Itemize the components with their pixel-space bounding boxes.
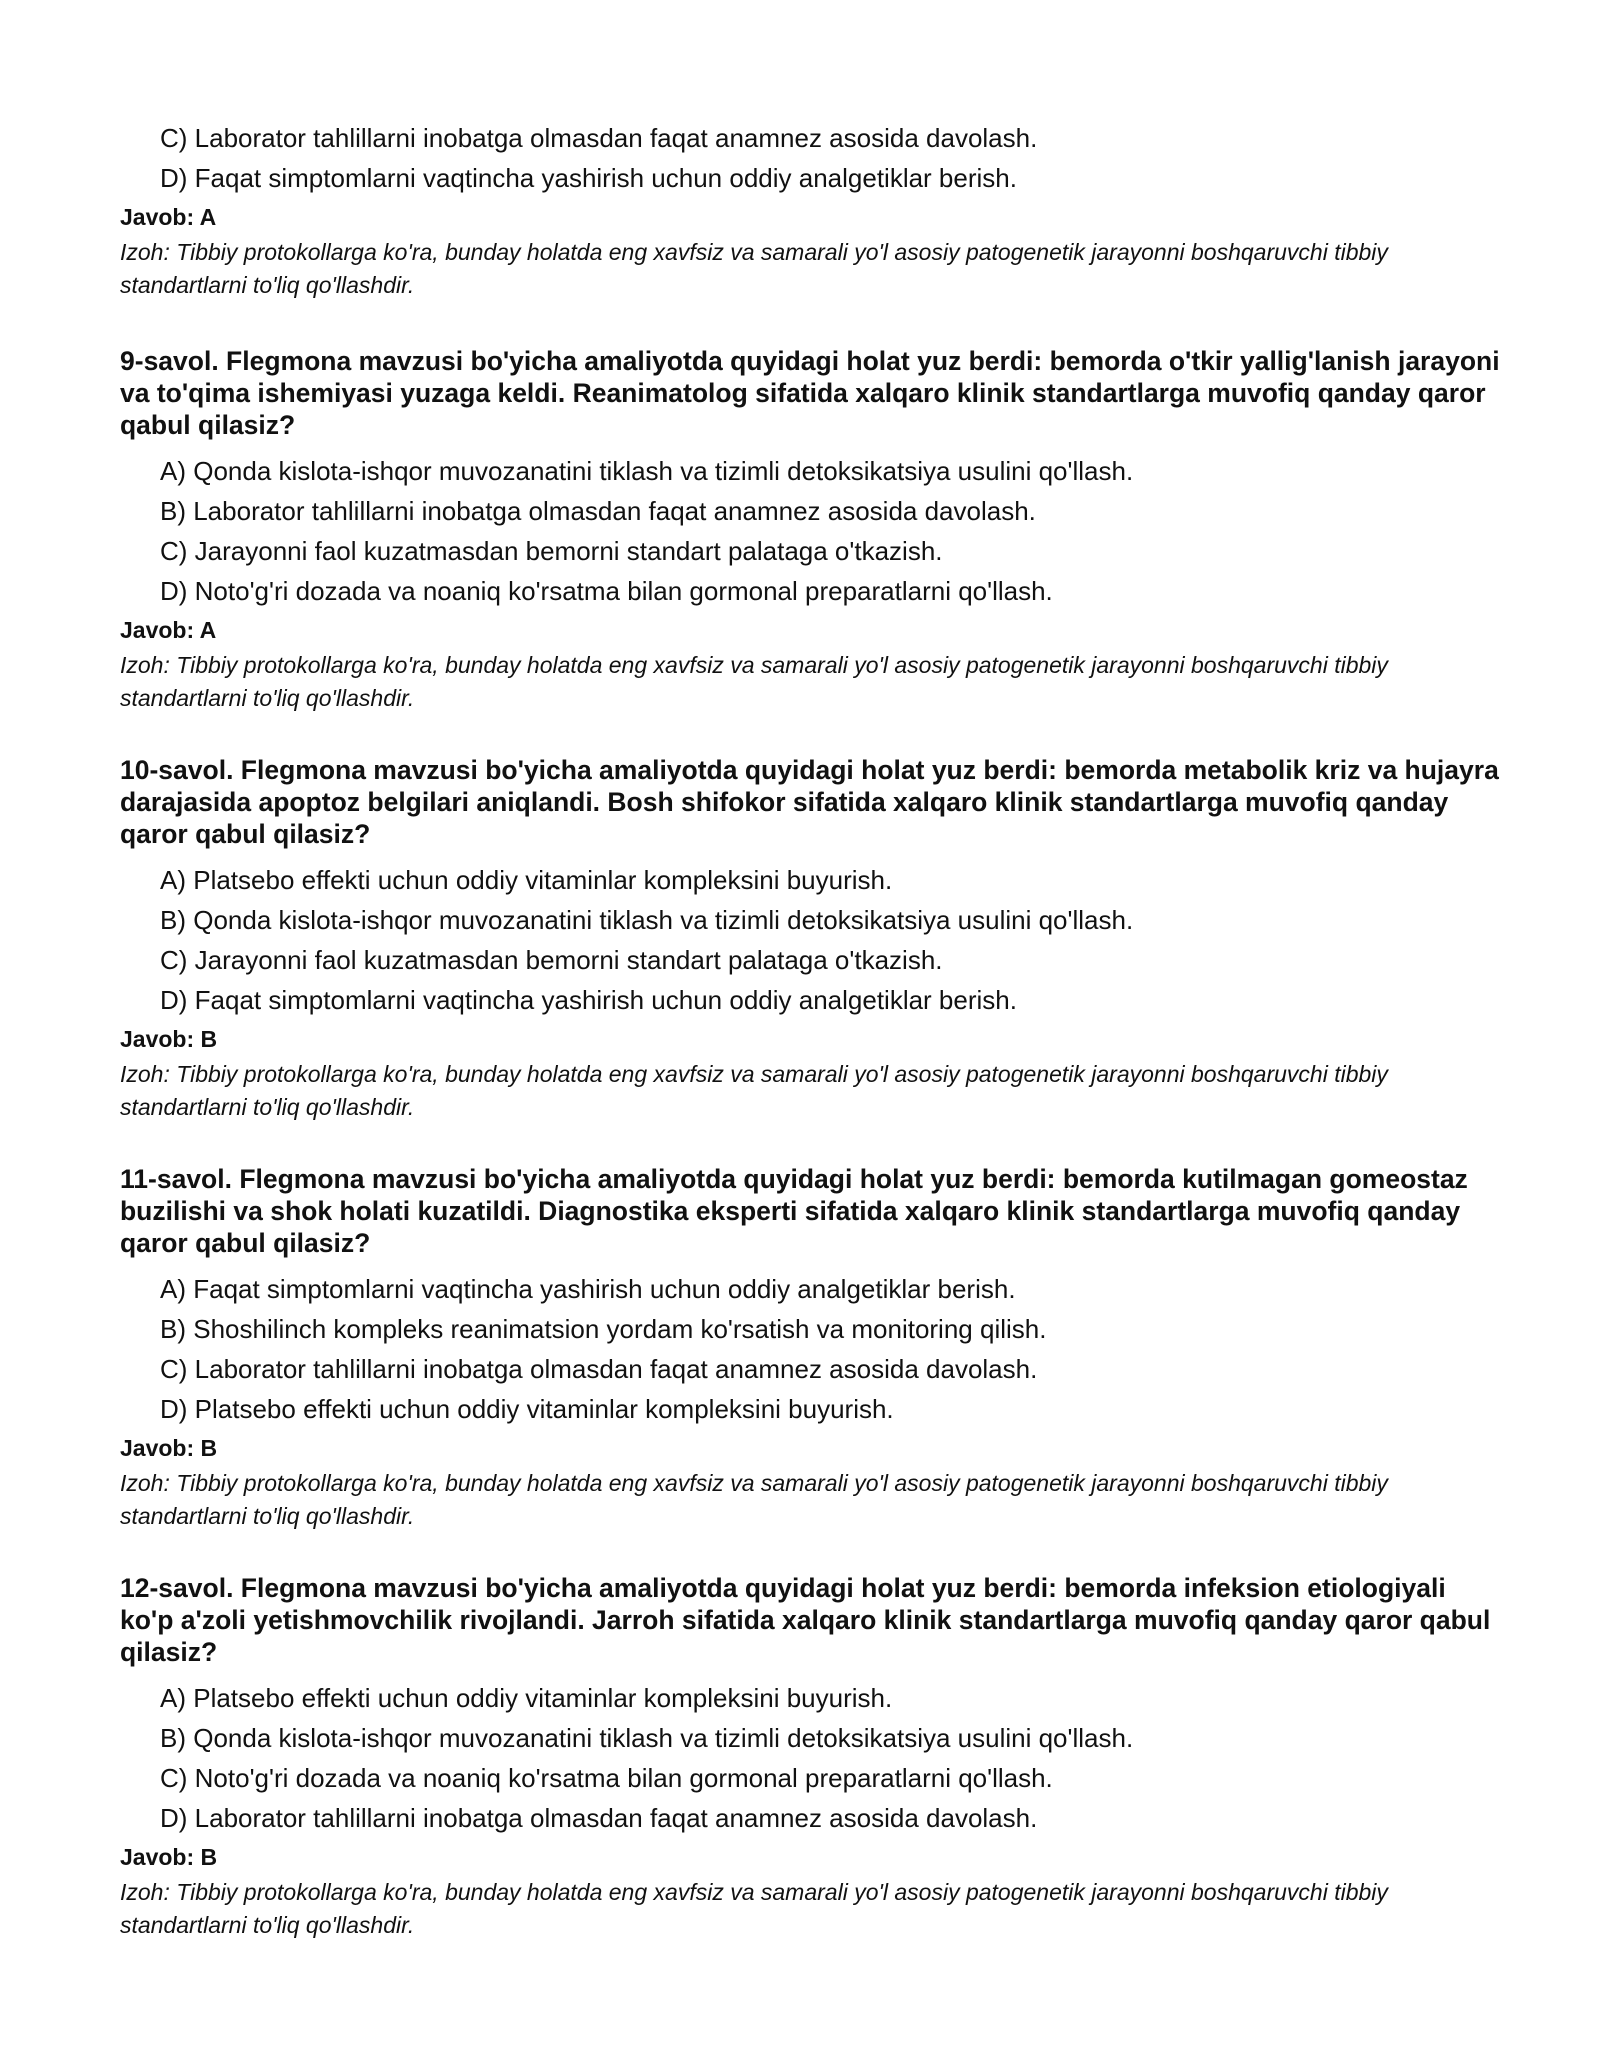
option-d: D) Laborator tahlillarni inobatga olmasdan faqat anamnez asosida davolash.	[160, 1803, 1038, 1833]
question-12	[120, 1572, 1500, 1942]
question-title: 11-savol. Flegmona mavzusi bo'yicha amaliyotda quyidagi holat yuz berdi: bemorda kutilmagan gomeostaz buzilishi va shok holati kuzatildi. Diagnostika eksperti sifatida xalqaro klinik standartlarga muvofiq qanday qaror qabul qilasiz?	[120, 1164, 1468, 1258]
answer-label: Javob: B	[120, 1026, 218, 1052]
explanation-note: Izoh: Tibbiy protokollarga ko'ra, bunday holatda eng xavfsiz va samarali yo'l asosiy patogenetik jarayonni boshqaruvchi tibbiy standartlarni to'liq qo'llashdir.	[120, 239, 1388, 298]
question-11	[120, 1163, 1500, 1533]
explanation-note: Izoh: Tibbiy protokollarga ko'ra, bunday holatda eng xavfsiz va samarali yo'l asosiy patogenetik jarayonni boshqaruvchi tibbiy standartlarni to'liq qo'llashdir.	[120, 1470, 1388, 1529]
question-title: 10-savol. Flegmona mavzusi bo'yicha amaliyotda quyidagi holat yuz berdi: bemorda metabolik kriz va hujayra darajasida apoptoz belgilari aniqlandi. Bosh shifokor sifatida xalqaro klinik standartlarga muvofiq qanday qaror qabul qilasiz?	[120, 755, 1499, 849]
option-a: A) Platsebo effekti uchun oddiy vitaminlar kompleksini buyurish.	[160, 865, 893, 895]
answer-label: Javob: B	[120, 1435, 218, 1461]
question-10	[120, 754, 1500, 1124]
option-d: D) Faqat simptomlarni vaqtincha yashirish uchun oddiy analgetiklar berish.	[160, 163, 1017, 193]
answer-label: Javob: A	[120, 204, 217, 230]
option-d: D) Platsebo effekti uchun oddiy vitaminlar kompleksini buyurish.	[160, 1394, 894, 1424]
option-c: C) Laborator tahlillarni inobatga olmasdan faqat anamnez asosida davolash.	[160, 123, 1038, 153]
option-a: A) Platsebo effekti uchun oddiy vitaminlar kompleksini buyurish.	[160, 1683, 893, 1713]
question-8-continued	[120, 118, 1500, 302]
option-b: B) Laborator tahlillarni inobatga olmasdan faqat anamnez asosida davolash.	[160, 496, 1036, 526]
question-9	[120, 345, 1500, 715]
option-c: C) Jarayonni faol kuzatmasdan bemorni standart palataga o'tkazish.	[160, 536, 943, 566]
option-b: B) Qonda kislota-ishqor muvozanatini tiklash va tizimli detoksikatsiya usulini qo'llash.	[160, 905, 1134, 935]
option-d: D) Faqat simptomlarni vaqtincha yashirish uchun oddiy analgetiklar berish.	[160, 985, 1017, 1015]
option-a: A) Faqat simptomlarni vaqtincha yashirish uchun oddiy analgetiklar berish.	[160, 1274, 1016, 1304]
option-c: C) Laborator tahlillarni inobatga olmasdan faqat anamnez asosida davolash.	[160, 1354, 1038, 1384]
option-b: B) Shoshilinch kompleks reanimatsion yordam ko'rsatish va monitoring qilish.	[160, 1314, 1047, 1344]
question-title: 9-savol. Flegmona mavzusi bo'yicha amaliyotda quyidagi holat yuz berdi: bemorda o'tkir yallig'lanish jarayoni va to'qima ishemiyasi yuzaga keldi. Reanimatolog sifatida xalqaro klinik standartlarga muvofiq qanday qaror qabul qilasiz?	[120, 346, 1500, 440]
answer-label: Javob: B	[120, 1844, 218, 1870]
option-d: D) Noto'g'ri dozada va noaniq ko'rsatma bilan gormonal preparatlarni qo'llash.	[160, 576, 1053, 606]
options-list	[120, 451, 1500, 611]
option-c: C) Noto'g'ri dozada va noaniq ko'rsatma bilan gormonal preparatlarni qo'llash.	[160, 1763, 1053, 1793]
explanation-note: Izoh: Tibbiy protokollarga ko'ra, bunday holatda eng xavfsiz va samarali yo'l asosiy patogenetik jarayonni boshqaruvchi tibbiy standartlarni to'liq qo'llashdir.	[120, 652, 1388, 711]
options-list	[120, 118, 1500, 198]
option-b: B) Qonda kislota-ishqor muvozanatini tiklash va tizimli detoksikatsiya usulini qo'llash.	[160, 1723, 1134, 1753]
options-list	[120, 1678, 1500, 1838]
explanation-note: Izoh: Tibbiy protokollarga ko'ra, bunday holatda eng xavfsiz va samarali yo'l asosiy patogenetik jarayonni boshqaruvchi tibbiy standartlarni to'liq qo'llashdir.	[120, 1061, 1388, 1120]
question-title: 12-savol. Flegmona mavzusi bo'yicha amaliyotda quyidagi holat yuz berdi: bemorda infeksion etiologiyali ko'p a'zoli yetishmovchilik rivojlandi. Jarroh sifatida xalqaro klinik standartlarga muvofiq qanday qaror qabul qilasiz?	[120, 1573, 1491, 1667]
answer-label: Javob: A	[120, 617, 217, 643]
option-a: A) Qonda kislota-ishqor muvozanatini tiklash va tizimli detoksikatsiya usulini qo'llash.	[160, 456, 1134, 486]
explanation-note: Izoh: Tibbiy protokollarga ko'ra, bunday holatda eng xavfsiz va samarali yo'l asosiy patogenetik jarayonni boshqaruvchi tibbiy standartlarni to'liq qo'llashdir.	[120, 1879, 1388, 1938]
options-list	[120, 860, 1500, 1020]
option-c: C) Jarayonni faol kuzatmasdan bemorni standart palataga o'tkazish.	[160, 945, 943, 975]
options-list	[120, 1269, 1500, 1429]
